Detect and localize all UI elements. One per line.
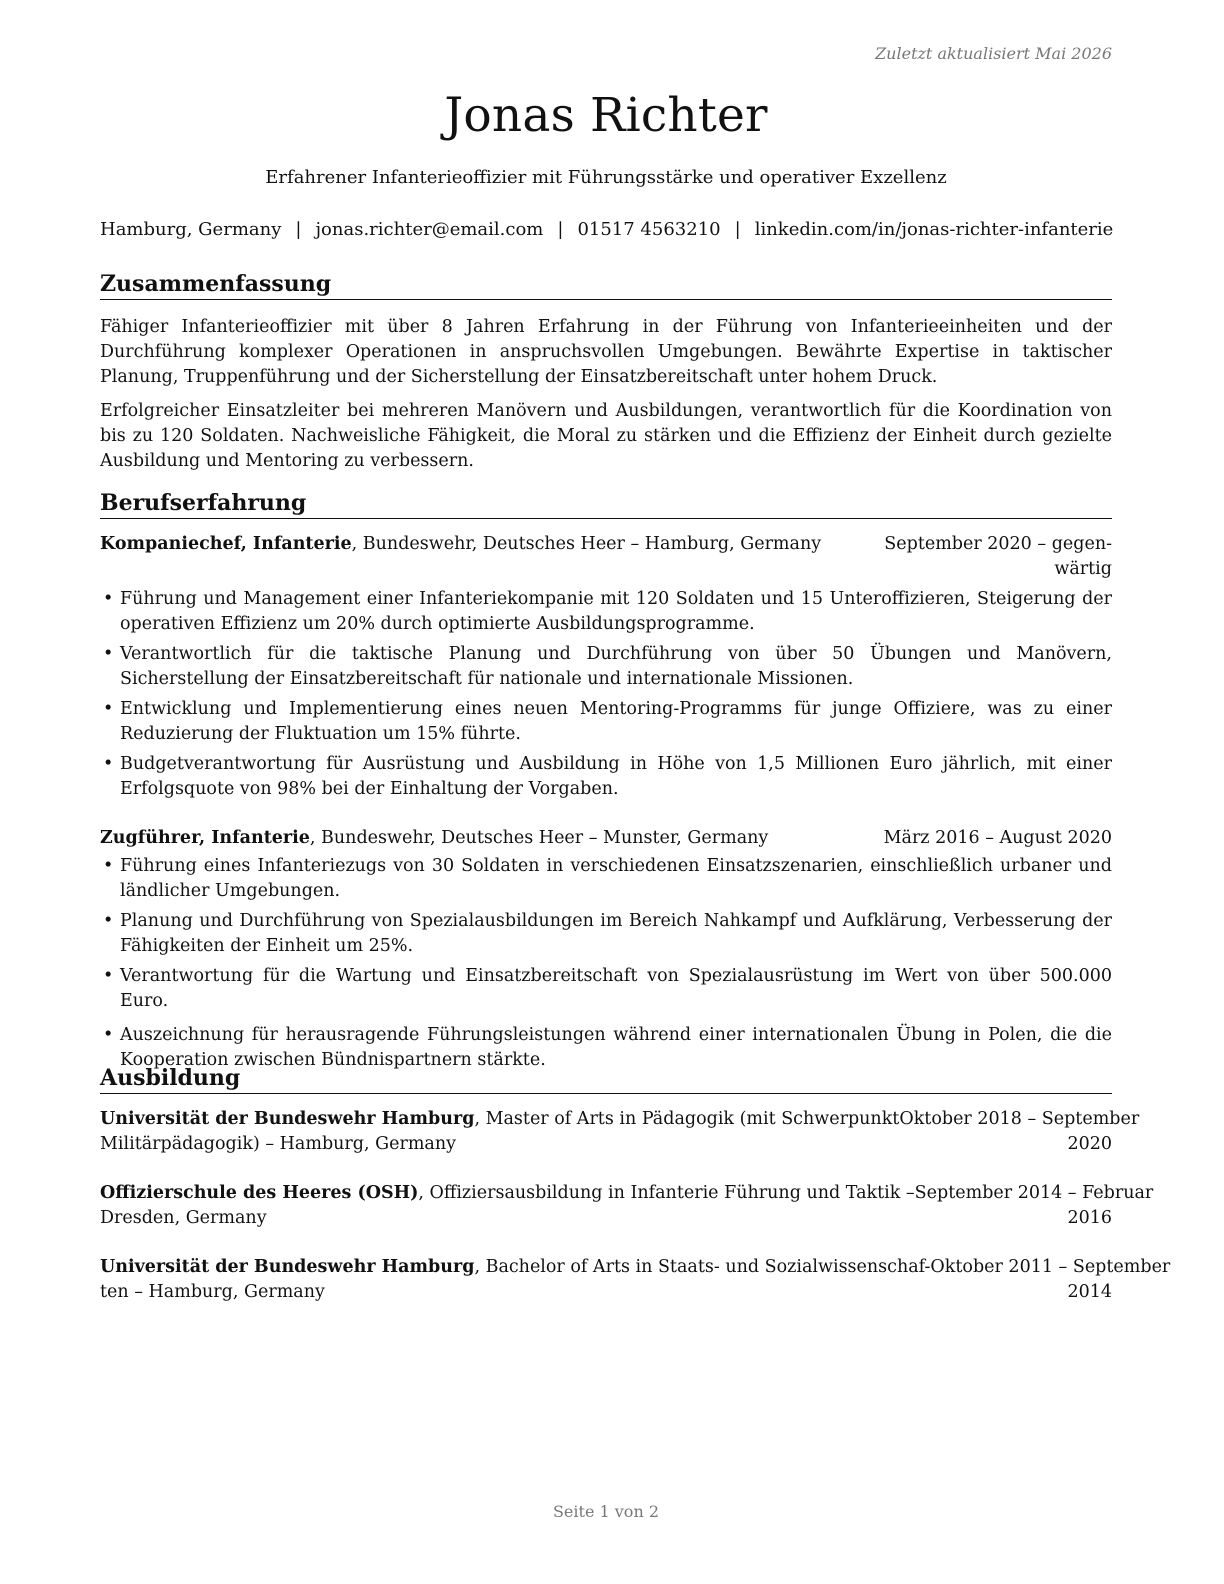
contact-phone[interactable]: 01517 4563210 [577,219,721,240]
job-entry [100,532,1112,802]
list-item: • Entwicklung und Implementierung eines neuen Mentoring-Programms für junge Offiziere, was zu einer Reduzierung der Fluktuation um 15% führte. [103,699,1112,744]
contact-email[interactable]: jonas.richter@email.com [315,219,544,240]
job-dates: März 2016 – August 2020 [883,828,1112,848]
education-school: Universität der Bundeswehr Hamburg [100,1257,475,1277]
tagline: Erfahrener Infanterieoffizier mit Führungsstärke und operativer Exzellenz [265,167,947,188]
bullet-icon: • [103,966,114,986]
summary-paragraph: Erfolgreicher Einsatzleiter bei mehreren Manövern und Ausbildungen, verantwortlich für die Koordination von bis zu 120 Soldaten. Nachweisliche Fähigkeit, die Moral zu stärken und die Effizienz der Einheit durch gezielte Ausbildung und Mentoring zu verbessern. [100,401,1112,471]
education-entry [100,1181,1154,1231]
candidate-name: Jonas Richter [444,88,768,143]
education-degree: , Master of Arts in Pädagogik (mit Schwerpunkt [474,1109,900,1129]
education-dates-cont: 2014 [1067,1282,1112,1302]
bullet-icon: • [103,1025,114,1045]
experience-section [100,489,1112,1073]
bullet-icon: • [103,856,114,876]
list-item: • Verantwortlich für die taktische Planung und Durchführung von über 50 Übungen und Manövern, Sicherstellung der Einsatzbereitschaft für nationale und internationale Missionen. [103,644,1112,689]
resume-page [100,0,1171,1584]
contact-separator: | [295,219,302,240]
list-item: • Führung eines Infanteriezugs von 30 Soldaten in verschiedenen Einsatzszenarien, einschließlich urbaner und ländlicher Umgebungen. [103,856,1112,901]
contact-linkedin[interactable]: linkedin.com/in/jonas-richter-infanterie [754,219,1114,240]
education-school: Universität der Bundeswehr Hamburg [100,1109,475,1129]
job-dates-cont: wärtig [1054,559,1112,579]
last-updated-note: Zuletzt aktualisiert Mai 2026 [875,44,1112,63]
education-entry [100,1107,1140,1157]
job-header [100,826,1112,851]
education-degree: , Offiziersausbildung in Infanterie Führung und Taktik – [418,1183,915,1203]
job-role: Kompaniechef, Infanterie [100,534,352,554]
bullet-icon: • [103,754,114,774]
education-degree: , Bachelor of Arts in Staats- und Sozialwissenschaf- [474,1257,931,1277]
list-item: • Budgetverantwortung für Ausrüstung und Ausbildung in Höhe von 1,5 Millionen Euro jährlich, mit einer Erfolgsquote von 98% bei der Einhaltung der Vorgaben. [103,754,1112,799]
education-dates-cont: 2020 [1067,1134,1112,1154]
job-org: , Bundeswehr, Deutsches Heer – Munster, Germany [309,828,769,848]
education-school: Offizierschule des Heeres (OSH) [100,1183,419,1203]
education-degree-cont: Dresden, Germany [100,1208,267,1228]
job-role: Zugführer, Infanterie [100,828,310,848]
list-item: • Planung und Durchführung von Spezialausbildungen im Bereich Nahkampf und Aufklärung, Verbesserung der Fähigkeiten der Einheit um 25%. [103,911,1112,956]
summary-section [100,270,1112,474]
list-item: • Verantwortung für die Wartung und Einsatzbereitschaft von Spezialausrüstung im Wert von über 500.000 Euro. [103,966,1112,1011]
bullet-icon: • [103,589,114,609]
contact-line [100,219,1112,240]
job-bullets [100,854,1112,1073]
education-dates-cont: 2016 [1067,1208,1112,1228]
education-dates: September 2014 – Februar [914,1183,1154,1203]
contact-separator: | [557,219,564,240]
job-bullets [100,587,1112,802]
bullet-icon: • [103,911,114,931]
contact-separator: | [734,219,741,240]
job-org: , Bundeswehr, Deutsches Heer – Hamburg, Germany [351,534,822,554]
job-dates: September 2020 – gegen- [884,534,1112,554]
summary-paragraph: Fähiger Infanterieoffizier mit über 8 Jahren Erfahrung in der Führung von Infanterieeinheiten und der Durchführung komplexer Operationen in anspruchsvollen Umgebungen. Bewährte Expertise in taktischer Planung, Truppenführung und der Sicherstellung der Einsatzbereitschaft unter hohem Druck. [100,317,1112,387]
education-degree-cont: Militärpädagogik) – Hamburg, Germany [100,1134,456,1154]
list-item: • Führung und Management einer Infanteriekompanie mit 120 Soldaten und 15 Unteroffizieren, Steigerung der operativen Effizienz um 20% durch optimierte Ausbildungsprogramme. [103,589,1112,634]
page-number: Seite 1 von 2 [552,1502,660,1521]
section-title-experience: Berufserfahrung [100,489,1112,519]
education-entry [100,1255,1171,1305]
contact-location: Hamburg, Germany [100,219,282,240]
section-title-education: Ausbildung [100,1064,1112,1094]
list-item: • Auszeichnung für herausragende Führungsleistungen während einer internationalen Übung in Polen, die die Kooperation zwischen Bündnispartnern stärkte. [103,1025,1112,1070]
education-dates: Oktober 2018 – September [899,1109,1140,1129]
section-title-summary: Zusammenfassung [100,270,1112,300]
education-section [100,1064,1112,1094]
job-entry [100,826,1112,1073]
education-dates: Oktober 2011 – September [930,1257,1171,1277]
bullet-icon: • [103,699,114,719]
bullet-icon: • [103,644,114,664]
education-degree-cont: ten – Hamburg, Germany [100,1282,325,1302]
job-header [100,532,1112,582]
